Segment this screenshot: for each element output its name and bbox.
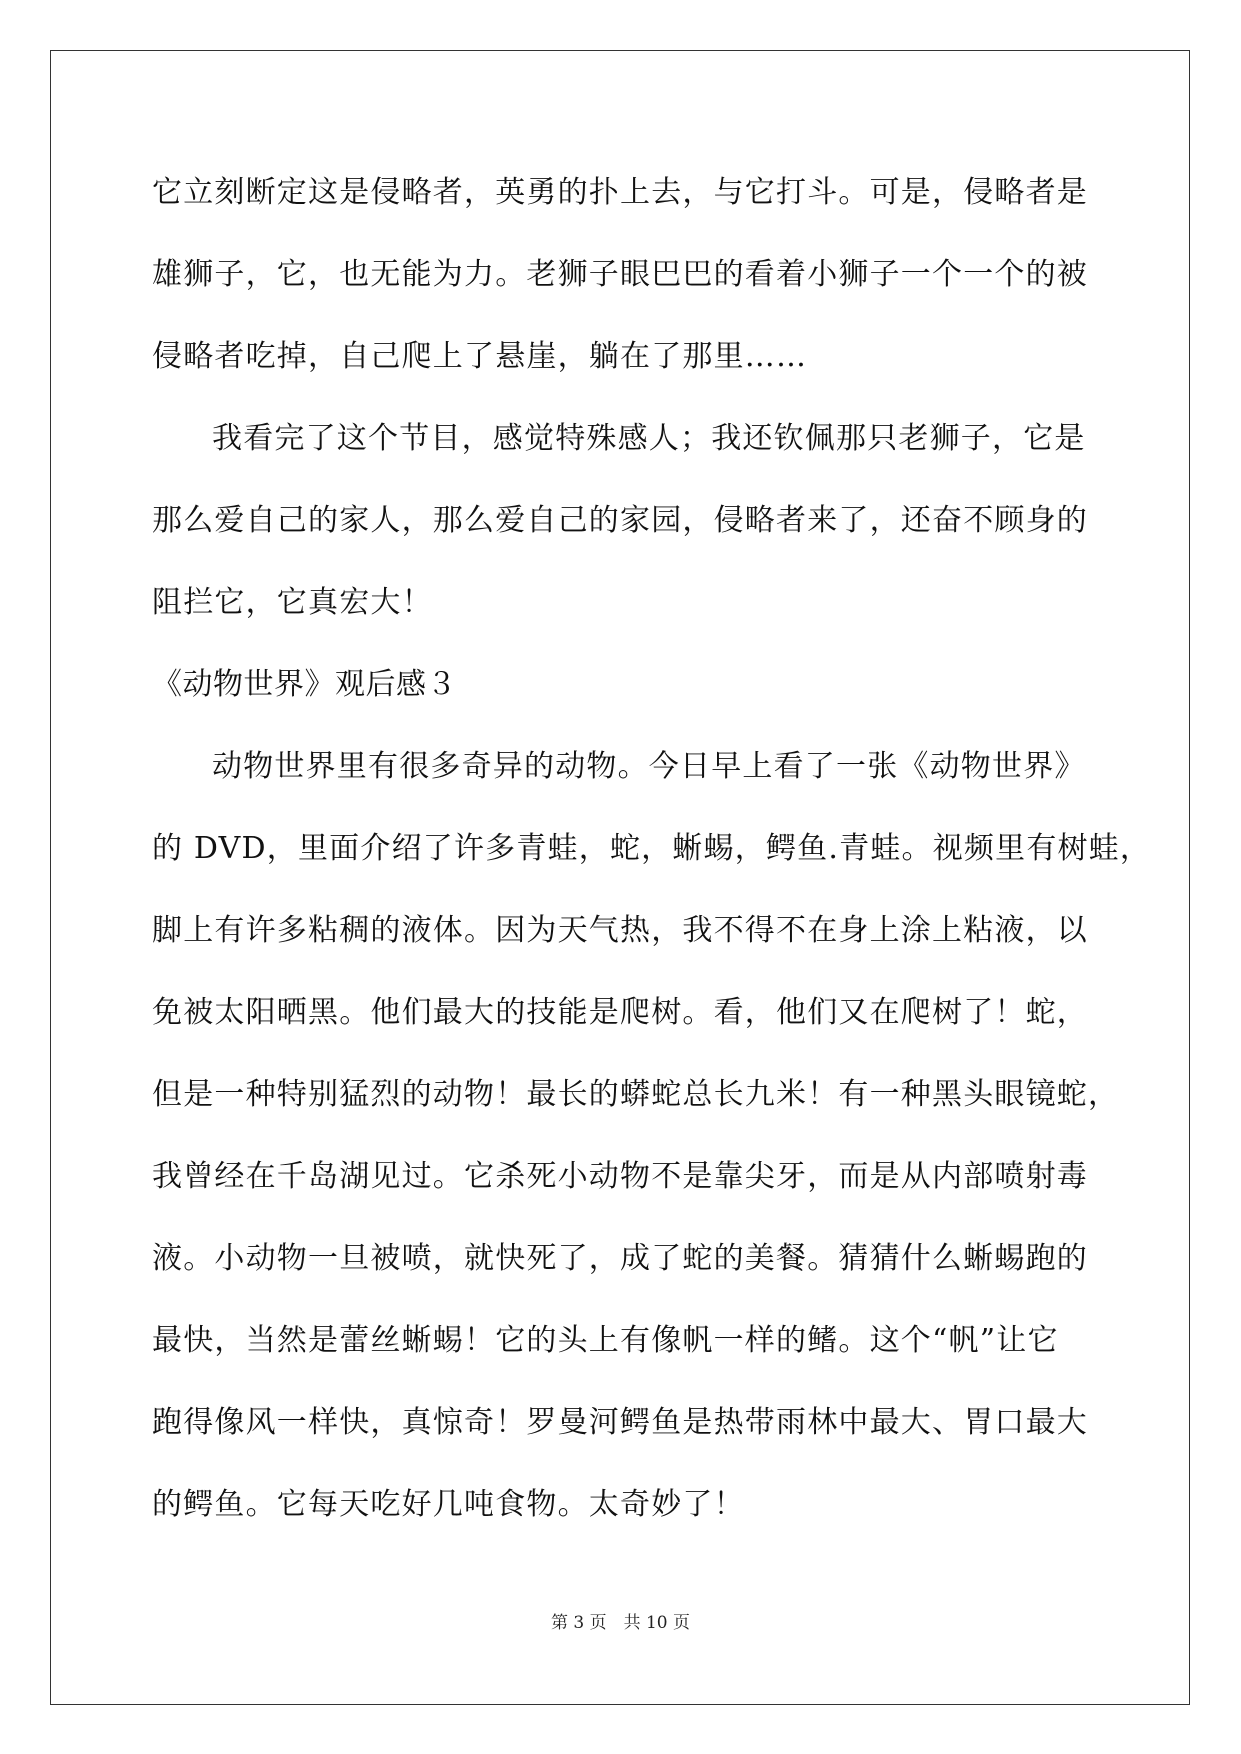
text-line: 的 DVD，里面介绍了许多青蛙，蛇，蜥蜴，鳄鱼.青蛙。视频里有树蛙， [152, 831, 1152, 866]
text-line: 的鳄鱼。它每天吃好几吨食物。太奇妙了！ [152, 1487, 745, 1522]
section-heading: 《动物世界》观后感３ [152, 667, 457, 702]
text-line: 我曾经在千岛湖见过。它杀死小动物不是靠尖牙，而是从内部喷射毒 [152, 1159, 1088, 1194]
paragraph-start: 动物世界里有很多奇异的动物。今日早上看了一张《动物世界》 [212, 749, 1086, 784]
text-line: 但是一种特别猛烈的动物！最长的蟒蛇总长九米！有一种黑头眼镜蛇， [152, 1077, 1120, 1112]
paragraph-start: 我看完了这个节目，感觉特殊感人；我还钦佩那只老狮子，它是 [212, 421, 1086, 456]
page-number-footer: 第 3 页 共 10 页 [550, 1613, 691, 1633]
document-body [152, 152, 1152, 1546]
text-line: 侵略者吃掉，自己爬上了悬崖，躺在了那里…… [152, 339, 808, 374]
text-line: 它立刻断定这是侵略者，英勇的扑上去，与它打斗。可是，侵略者是 [152, 175, 1088, 210]
text-line: 阻拦它，它真宏大！ [152, 585, 433, 620]
text-line: 那么爱自己的家人，那么爱自己的家园，侵略者来了，还奋不顾身的 [152, 503, 1088, 538]
text-line: 跑得像风一样快，真惊奇！罗曼河鳄鱼是热带雨林中最大、胃口最大 [152, 1405, 1088, 1440]
text-line: 最快，当然是蕾丝蜥蜴！它的头上有像帆一样的鳍。这个“帆”让它 [152, 1323, 1059, 1358]
text-line: 脚上有许多粘稠的液体。因为天气热，我不得不在身上涂上粘液，以 [152, 913, 1088, 948]
text-line: 免被太阳晒黑。他们最大的技能是爬树。看，他们又在爬树了！蛇， [152, 995, 1088, 1030]
text-line: 液。小动物一旦被喷，就快死了，成了蛇的美餐。猜猜什么蜥蜴跑的 [152, 1241, 1088, 1276]
text-line: 雄狮子，它，也无能为力。老狮子眼巴巴的看着小狮子一个一个的被 [152, 257, 1088, 292]
